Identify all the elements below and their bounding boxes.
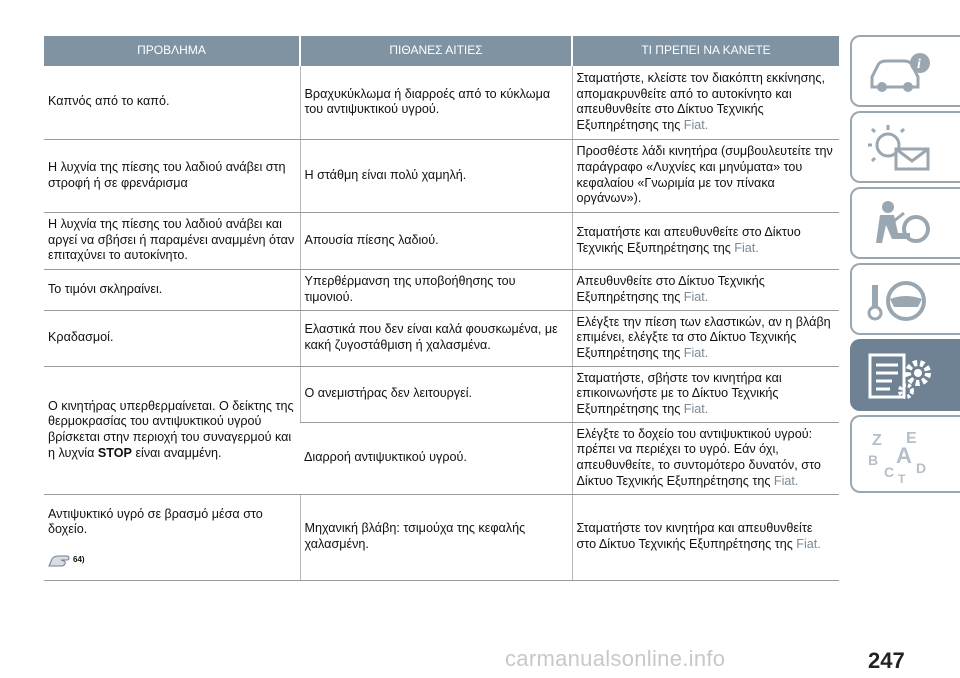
steering-key-icon: [866, 275, 936, 327]
problem-text-end: είναι αναμμένη.: [135, 445, 222, 460]
action-text: Σταματήστε τον κινητήρα και απευθυνθείτε στο Δίκτυο Τεχνικής Εξυπηρέτησης της: [576, 521, 813, 551]
problem-cell: Η λυχνία της πίεσης του λαδιού ανάβει και αργεί να σβήσει ή παραμένει αναμμένη όταν επιταχύνει το αυτοκίνητο.: [44, 212, 300, 269]
brand-text: Fiat.: [796, 537, 821, 551]
table-row: [44, 139, 839, 212]
problem-cell: Κραδασμοί.: [44, 310, 300, 366]
cause-cell: Βραχυκύκλωμα ή διαρροές από το κύκλωμα του αντιψυκτικού υγρού.: [300, 66, 572, 139]
problem-cell: Το τιμόνι σκληραίνει.: [44, 269, 300, 310]
problem-cell: [44, 366, 300, 494]
action-text: Σταματήστε και απευθυνθείτε στο Δίκτυο Τεχνικής Εξυπηρέτησης της: [576, 224, 801, 255]
action-cell: [572, 310, 839, 366]
action-cell: [572, 422, 839, 494]
car-info-icon: [866, 47, 936, 97]
svg-text:Z: Z: [872, 432, 882, 449]
stop-label: STOP: [97, 445, 132, 460]
brand-text: Fiat.: [683, 117, 709, 132]
tab-safety[interactable]: [850, 187, 960, 259]
warning-reference: [48, 552, 296, 568]
svg-text:C: C: [884, 464, 895, 480]
header-problem: ΠΡΟΒΛΗΜΑ: [44, 36, 300, 66]
table-row: [44, 494, 839, 580]
troubleshooting-table: [44, 36, 839, 581]
cause-cell: Διαρροή αντιψυκτικού υγρού.: [300, 422, 572, 494]
maintenance-checklist-icon: [866, 351, 940, 403]
warning-hand-icon: [48, 553, 70, 567]
table-row: [44, 212, 839, 269]
action-cell: [572, 212, 839, 269]
problem-cell: Η λυχνία της πίεσης του λαδιού ανάβει στη στροφή ή σε φρενάρισμα: [44, 139, 300, 212]
page-number: 247: [868, 648, 905, 673]
warning-lights-icon: [866, 123, 936, 175]
action-cell: [572, 66, 839, 139]
svg-text:T: T: [898, 472, 906, 483]
action-cell: Προσθέστε λάδι κινητήρα (συμβουλευτείτε την παράγραφο «Λυχνίες και μηνύματα» του κεφαλαίου «Γνωριμία με τον πίνακα οργάνων»).: [572, 139, 839, 212]
svg-text:D: D: [916, 460, 927, 476]
header-actions: ΤΙ ΠΡΕΠΕΙ ΝΑ ΚΑΝΕΤΕ: [572, 36, 839, 66]
cause-cell: Ελαστικά που δεν είναι καλά φουσκωμένα, με κακή ζυγοστάθμιση ή χαλασμένα.: [300, 310, 572, 366]
action-text: Σταματήστε, σβήστε τον κινητήρα και επικοινωνήστε με το Δίκτυο Τεχνικής Εξυπηρέτησης της: [576, 370, 782, 416]
action-text: Ελέγξτε το δοχείο του αντιψυκτικού υγρού: πρέπει να περιέχει το υγρό. Εάν όχι, απευθυνθείτε, το συντομότερο δυνατόν, στο Δίκτυο Τεχνικής Εξυπηρέτησης της: [576, 426, 821, 488]
cause-cell: Μηχανική βλάβη: τσιμούχα της κεφαλής χαλασμένη.: [300, 494, 572, 580]
warning-number: 64): [73, 554, 85, 564]
table-row: [44, 366, 839, 422]
tab-car-info[interactable]: [850, 35, 960, 107]
alphabet-index-icon: [866, 427, 940, 483]
brand-text: Fiat.: [683, 289, 709, 304]
action-text: Σταματήστε, κλείστε τον διακόπτη εκκίνησης, απομακρυνθείτε από το αυτοκίνητο και απευθυνθείτε στο Δίκτυο Τεχνικής Εξυπηρέτησης της: [576, 71, 825, 132]
svg-text:B: B: [868, 452, 879, 468]
svg-text:A: A: [896, 443, 912, 468]
table-header-row: [44, 36, 839, 66]
problem-cell: [44, 494, 300, 580]
problem-cell: Καπνός από το καπό.: [44, 66, 300, 139]
action-cell: [572, 494, 839, 580]
watermark-text: carmanualsonline.info: [505, 646, 726, 671]
problem-text: Αντιψυκτικό υγρό σε βρασμό μέσα στο δοχείο.: [48, 506, 263, 537]
tab-emergency-maintenance[interactable]: [850, 339, 960, 411]
tab-starting-driving[interactable]: [850, 263, 960, 335]
brand-text: Fiat.: [773, 473, 799, 488]
problem-text: Ο κινητήρας υπερθερμαίνεται. Ο δείκτης της θερμοκρασίας του αντιψυκτικού υγρού βρίσκεται στην περιοχή του συναγερμού και η λυχνία: [48, 398, 294, 460]
cause-cell: Υπερθέρμανση της υποβοήθησης του τιμονιού.: [300, 269, 572, 310]
tab-alphabetical-index[interactable]: [850, 415, 960, 493]
tab-warning-lights[interactable]: [850, 111, 960, 183]
header-causes: ΠΙΘΑΝΕΣ ΑΙΤΙΕΣ: [300, 36, 572, 66]
action-cell: [572, 269, 839, 310]
cause-cell: Ο ανεμιστήρας δεν λειτουργεί.: [300, 366, 572, 422]
svg-text:E: E: [906, 430, 917, 447]
action-text: Απευθυνθείτε στο Δίκτυο Τεχνικής Εξυπηρέτησης της: [576, 273, 765, 304]
cause-cell: Η στάθμη είναι πολύ χαμηλή.: [300, 139, 572, 212]
brand-text: Fiat.: [683, 345, 709, 360]
brand-text: Fiat.: [734, 240, 759, 255]
table-row: [44, 310, 839, 366]
table-row: [44, 269, 839, 310]
table-row: [44, 66, 839, 139]
brand-text: Fiat.: [683, 401, 709, 416]
action-text: Ελέγξτε την πίεση των ελαστικών, αν η βλάβη επιμένει, ελέγξτε τα στο Δίκτυο Τεχνικής Εξυπηρέτησης της: [576, 314, 831, 360]
svg-text:i: i: [917, 57, 921, 72]
action-cell: [572, 366, 839, 422]
airbag-safety-icon: [866, 199, 936, 251]
cause-cell: Απουσία πίεσης λαδιού.: [300, 212, 572, 269]
